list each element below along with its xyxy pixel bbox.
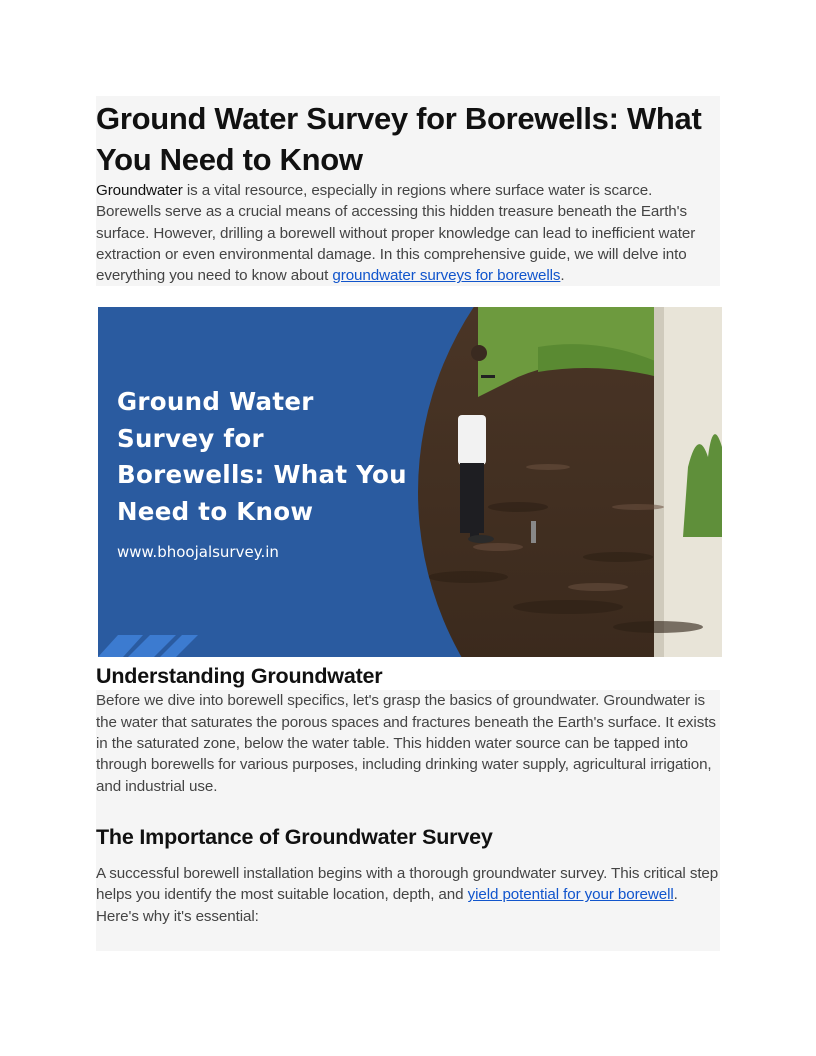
section2-tail: . Here's why it's essential: (96, 886, 678, 925)
document-page (96, 96, 720, 951)
section2-block (96, 817, 720, 951)
hero-banner-image (98, 307, 722, 657)
intro-block (96, 96, 720, 286)
section-heading-importance: The Importance of Groundwater Survey (96, 824, 493, 849)
intro-tail: . (560, 267, 565, 285)
section2-text: A successful borewell installation begins with a thorough groundwater survey. This critical step helps you identify the most suitable location, depth, and (96, 864, 719, 904)
decorative-stripes (98, 635, 198, 657)
hero-url: www.bhoojalsurvey.in (117, 543, 279, 562)
groundwater-surveys-link[interactable]: groundwater surveys for borewells (332, 267, 561, 285)
article-title: Ground Water Survey for Borewells: What You Need to Know (96, 101, 702, 177)
section-heading-understanding: Understanding Groundwater (96, 664, 383, 689)
section1-paragraph: Before we dive into borewell specifics, let's grasp the basics of groundwater. Groundwater is the water that saturates the porous spaces and fractures beneath the Earth's surface. It exists in the saturated zone, below the water table. This hidden water source can be tapped into through borewells for various purposes, including drinking water supply, agricultural irrigation, and industrial use. (96, 692, 716, 795)
intro-lead-word: Groundwater (96, 182, 183, 199)
hero-title: Ground Water Survey for Borewells: What You Need to Know (117, 387, 407, 526)
intro-text: is a vital resource, especially in regions where surface water is scarce. Borewells serve as a crucial means of accessing this hidden treasure beneath the Earth's surface. However, drilling a borewell without proper knowledge can lead to inefficient water extraction or even environmental damage. In this comprehensive guide, we will delve into everything you need to know about (96, 182, 696, 285)
section2-paragraph (96, 863, 720, 927)
section1-block (96, 690, 720, 816)
intro-paragraph (96, 180, 720, 286)
yield-potential-link[interactable]: yield potential for your borewell (467, 886, 674, 904)
